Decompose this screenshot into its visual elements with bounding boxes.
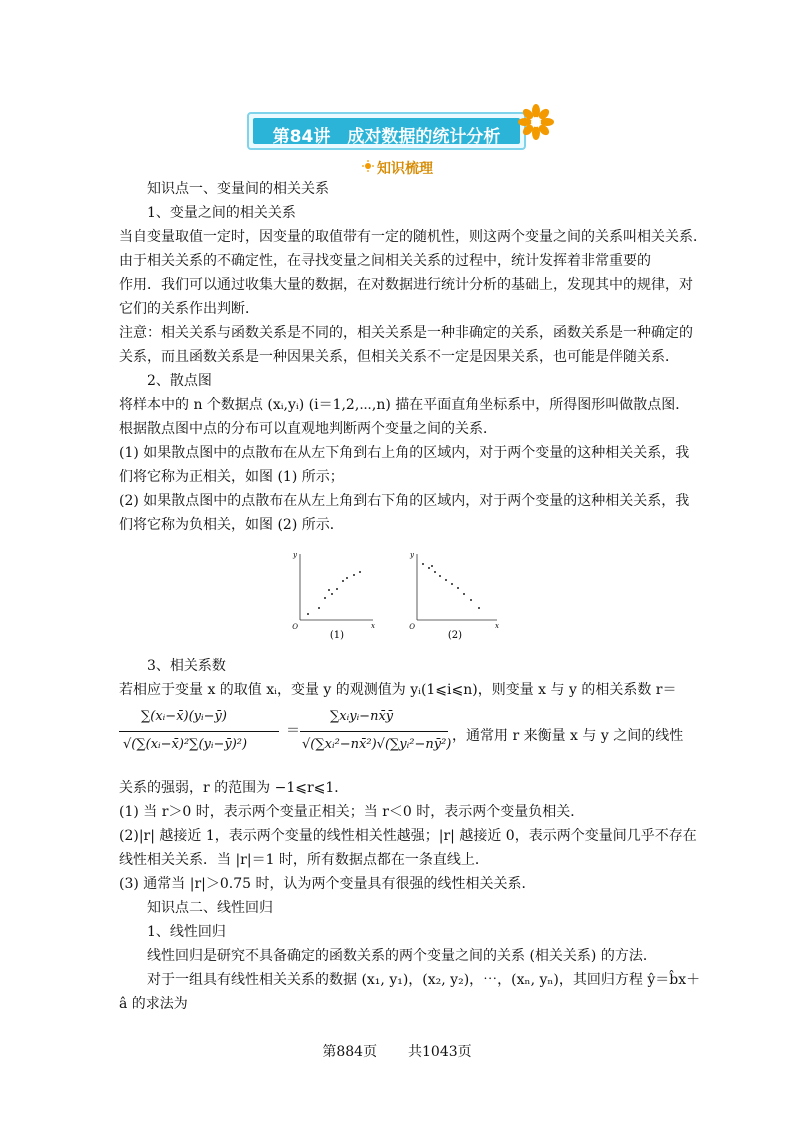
formula-equals: ＝ (286, 723, 300, 739)
scatter-figure-2 (405, 548, 500, 643)
x-axis-label: x (371, 622, 375, 630)
paragraph-line: 线性回归是研究不具备确定的函数关系的两个变量之间的关系 (相关关系) 的方法． (147, 948, 657, 964)
subsection-1: 1、变量之间的相关关系 (147, 205, 296, 221)
scatter-points (422, 563, 480, 609)
y-axis-label: y (293, 551, 297, 559)
y-axis-label: y (410, 551, 414, 559)
paragraph-line: 当自变量取值一定时，因变量的取值带有一定的随机性，则这两个变量之间的关系叫相关关系． (119, 229, 707, 245)
paragraph-line: 注意：相关关系与函数关系是不同的，相关关系是一种非确定的关系，函数关系是一种确定的 (119, 325, 693, 341)
paragraph-line: 根据散点图中点的分布可以直观地判断两个变量之间的关系． (119, 421, 497, 437)
figure-caption: (2) (447, 630, 463, 641)
paragraph-line: 关系的强弱，r 的范围为 −1⩽r⩽1． (119, 780, 349, 796)
paragraph-line: (3) 通常当 |r|＞0.75 时，认为两个变量具有很强的线性相关关系． (119, 876, 536, 892)
paragraph-line: 们将它称为正相关，如图 (1) 所示； (119, 469, 344, 485)
title-banner (247, 112, 526, 150)
paragraph-line: ，通常用 r 来衡量 x 与 y 之间的线性 (452, 728, 684, 744)
knowledge-point-1: 知识点一、变量间的相关关系 (147, 181, 329, 197)
sun-icon (362, 160, 374, 172)
page-title: 第84讲 成对数据的统计分析 (272, 127, 501, 147)
formula-denominator: √(∑xᵢ²−nx̄²)√(∑yᵢ²−nȳ²) (302, 737, 452, 752)
paragraph-line: 将样本中的 n 个数据点 (xᵢ,yᵢ) (i＝1,2,⋯,n) 描在平面直角坐标系中，所得图形叫做散点图． (119, 397, 690, 413)
scatter-points (307, 571, 361, 615)
flower-icon (518, 104, 554, 140)
subsection-2: 2、散点图 (147, 373, 212, 389)
subsection-4: 1、线性回归 (147, 924, 226, 940)
origin-label: O (409, 623, 415, 631)
paragraph-line: 若相应于变量 x 的取值 xᵢ，变量 y 的观测值为 yᵢ(1⩽i⩽n)，则变量 x 与 y 的相关系数 r＝ (119, 682, 677, 698)
paragraph-line: 关系，而且函数关系是一种因果关系，但相关关系不一定是因果关系，也可能是伴随关系． (119, 349, 679, 365)
page-total: 共1043页 (408, 1044, 472, 1060)
paragraph-line: 由于相关关系的不确定性，在寻找变量之间相关关系的过程中，统计发挥着非常重要的 (119, 253, 651, 269)
origin-label: O (292, 623, 298, 631)
paragraph-line: 作用．我们可以通过收集大量的数据，在对数据进行统计分析的基础上，发现其中的规律，对 (119, 277, 693, 293)
subsection-3: 3、相关系数 (147, 658, 226, 674)
paragraph-line: 们将它称为负相关，如图 (2) 所示． (119, 517, 344, 533)
knowledge-point-2: 知识点二、线性回归 (147, 900, 273, 916)
page-footer (0, 1042, 794, 1062)
formula-denominator: √(∑(xᵢ−x̄)²∑(yᵢ−ȳ)²) (123, 737, 248, 752)
page-number: 第884页 (322, 1044, 378, 1060)
scatter-figure-1 (285, 548, 375, 643)
formula-numerator: ∑(xᵢ−x̄)(yᵢ−ȳ) (141, 709, 227, 724)
paragraph-line: (2) 如果散点图中的点散布在从左上角到右下角的区域内，对于两个变量的这种相关关系，我 (119, 493, 690, 509)
figure-caption: (1) (329, 630, 345, 641)
fraction-bar (119, 731, 279, 732)
formula-numerator: ∑xᵢyᵢ−nx̄ȳ (330, 709, 394, 724)
paragraph-line: â 的求法为 (119, 996, 188, 1012)
x-axis-label: x (495, 622, 499, 630)
fraction-bar (300, 731, 448, 732)
formula-fraction-1 (119, 703, 284, 759)
paragraph-line: (1) 如果散点图中的点散布在从左下角到右上角的区域内，对于两个变量的这种相关关系，我 (119, 445, 690, 461)
paragraph-line: (2)|r| 越接近 1，表示两个变量的线性相关性越强；|r| 越接近 0，表示两个变量间几乎不存在 (119, 828, 697, 844)
paragraph-line: 对于一组具有线性相关关系的数据 (x₁, y₁)，(x₂, y₂)，⋯，(xₙ, yₙ)，其回归方程 ŷ＝b̂x＋ (147, 972, 701, 988)
paragraph-line: 它们的关系作出判断． (119, 301, 259, 317)
paragraph-line: 线性相关关系．当 |r|＝1 时，所有数据点都在一条直线上． (119, 852, 489, 868)
paragraph-line: (1) 当 r＞0 时，表示两个变量正相关；当 r＜0 时，表示两个变量负相关． (119, 804, 585, 820)
formula-fraction-2 (300, 703, 450, 759)
section-label: 知识梳理 (377, 161, 433, 177)
